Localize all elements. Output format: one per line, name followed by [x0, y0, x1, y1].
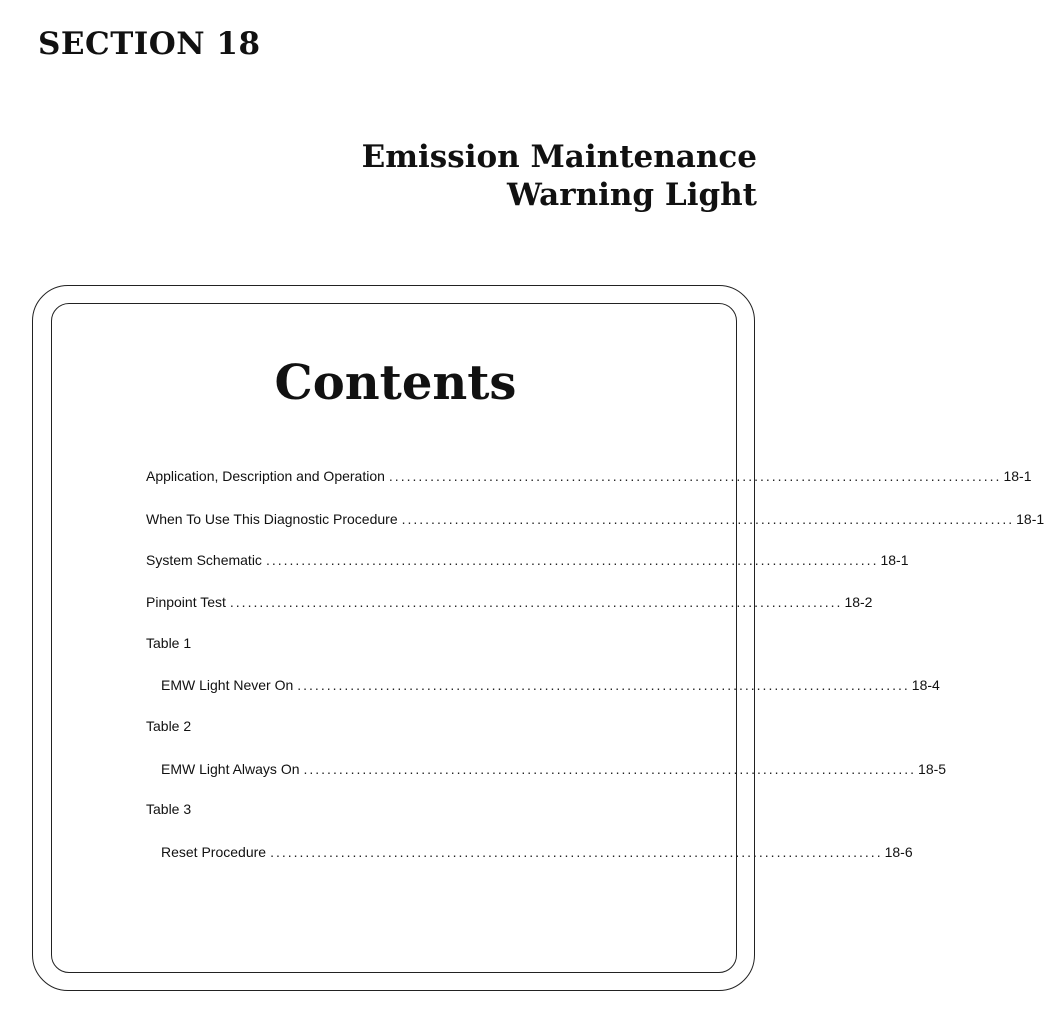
toc-entry-label: EMW Light Never On: [161, 677, 294, 693]
toc-entry-pinpoint-test[interactable]: [146, 592, 873, 612]
dot-leader: ........................................................................................................: [297, 677, 910, 693]
toc-entry-system-schematic[interactable]: [146, 550, 909, 570]
toc-entry-reset-procedure[interactable]: [161, 842, 913, 862]
title-line-1: Emission Maintenance: [361, 139, 757, 175]
dot-leader: ........................................................................................................: [401, 511, 1015, 527]
toc-entry-emw-never-on[interactable]: [161, 675, 940, 695]
toc-entry-when-to-use[interactable]: [146, 509, 1044, 529]
title-line-2: Warning Light: [507, 177, 757, 213]
toc-entry-page: 18-1: [1016, 511, 1044, 527]
dot-leader: ........................................................................................................: [229, 594, 843, 610]
toc-entry-page: 18-1: [1003, 468, 1032, 484]
toc-entry-label: Reset Procedure: [161, 844, 267, 860]
document-title: [362, 138, 757, 214]
toc-entry-label: When To Use This Diagnostic Procedure: [146, 511, 398, 527]
toc-group-heading: Table 2: [146, 718, 192, 734]
toc-entry-page: 18-5: [918, 761, 947, 777]
toc-entry-label: System Schematic: [146, 552, 262, 568]
toc-entry-page: 18-2: [844, 594, 873, 610]
dot-leader: ........................................................................................................: [265, 552, 879, 568]
toc-entry-emw-always-on[interactable]: [161, 759, 947, 779]
section-label: SECTION 18: [38, 26, 261, 62]
dot-leader: ........................................................................................................: [270, 844, 883, 860]
toc-entry-page: 18-1: [880, 552, 909, 568]
toc-entry-page: 18-6: [884, 844, 913, 860]
dot-leader: ........................................................................................................: [388, 468, 1002, 484]
toc-entry-label: Application, Description and Operation: [146, 468, 385, 484]
toc-entry-label: Pinpoint Test: [146, 594, 226, 610]
toc-entry-page: 18-4: [911, 677, 940, 693]
toc-entry-label: EMW Light Always On: [161, 761, 300, 777]
contents-heading: Contents: [274, 355, 517, 411]
dot-leader: ........................................................................................................: [303, 761, 917, 777]
toc-group-heading: Table 3: [146, 801, 192, 817]
toc-entry-application[interactable]: [146, 466, 1032, 486]
toc-group-heading: Table 1: [146, 635, 192, 651]
